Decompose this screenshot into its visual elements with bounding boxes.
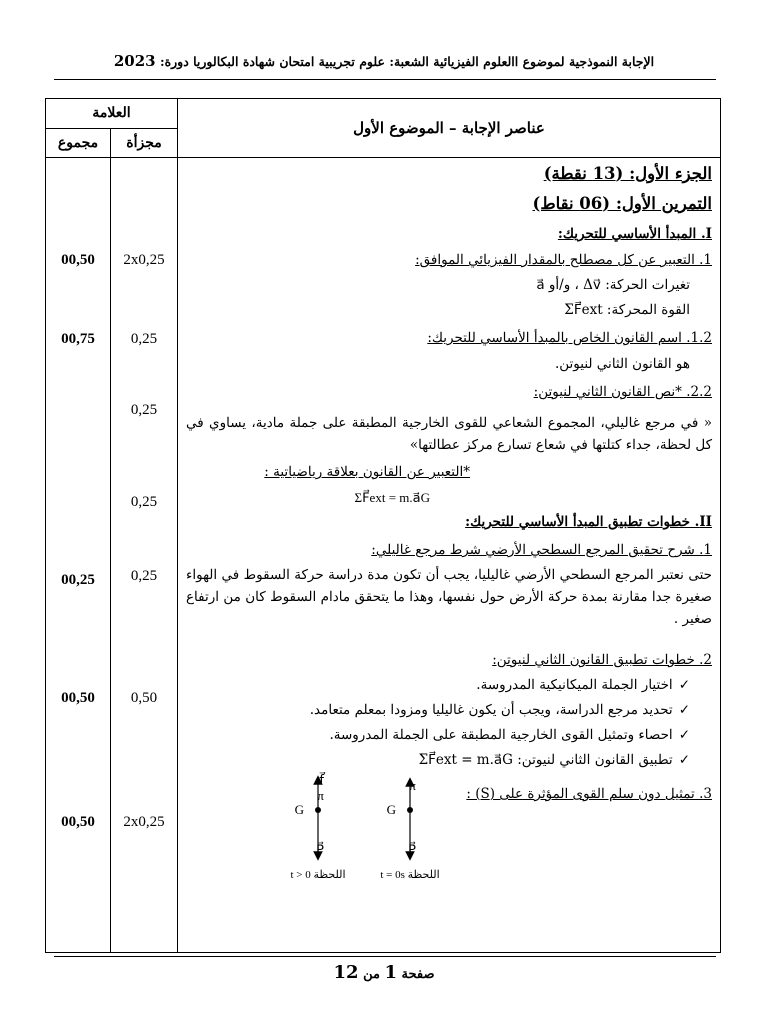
newton-formula: ΣF⃗ext = m.a⃗G	[354, 490, 430, 505]
driving-force-line: القوة المحركة: ΣF⃗ext	[564, 302, 690, 318]
partial-score: 0,25	[130, 331, 158, 347]
partial-score: 0,25	[130, 568, 158, 584]
of-label: من	[363, 967, 380, 982]
check-icon: ✓	[678, 677, 690, 693]
partial-score: 2x0,25	[123, 252, 165, 268]
header-year: 2023	[113, 52, 156, 70]
center-of-mass	[315, 807, 321, 813]
question-3-title: 3. تمثيل دون سلم القوى المؤثرة على (S) :	[466, 786, 712, 802]
question-2-2-title: 2.2. *نص القانون الثاني لنيوتن:	[533, 384, 712, 400]
page-label: صفحة	[401, 967, 435, 982]
total-pages: 12	[333, 962, 359, 983]
total-header: مجموع	[46, 128, 111, 158]
exercise-title: التمرين الأول: (06 نقاط)	[532, 194, 712, 213]
force-diagrams	[278, 772, 478, 890]
partial-score: 0,25	[130, 402, 158, 418]
check-icon: ✓	[678, 752, 690, 768]
total-score: 00,50	[61, 690, 95, 706]
page-number: 1	[384, 962, 397, 983]
step-item: ✓تحديد مرجع الدراسة، ويجب أن يكون غاليليا ومزودا بمعلم متعامد.	[309, 702, 690, 718]
question-2-1-title: 1. شرح تحقيق المرجع السطحي الأرضي شرط مرجع غاليلي:	[371, 542, 712, 558]
part-title: الجزء الأول: (13 نقطة)	[543, 164, 712, 183]
friction-label: f⃗	[319, 772, 324, 787]
total-score: 00,25	[61, 572, 95, 588]
partial-scores-cell	[111, 158, 178, 953]
partial-score: 0,50	[130, 690, 158, 706]
total-score: 00,75	[61, 331, 95, 347]
footer-rule	[54, 956, 716, 957]
center-of-mass	[407, 807, 413, 813]
answer-table	[45, 98, 721, 953]
weight-label: P⃗	[316, 842, 324, 857]
check-icon: ✓	[678, 702, 690, 718]
question-2-title: 2. خطوات تطبيق القانون الثاني لنيوتن:	[492, 652, 712, 668]
grade-header: العلامة	[46, 99, 178, 129]
math-expression-title: *التعبير عن القانون بعلاقة رياضياتية :	[264, 464, 470, 480]
galilean-frame-explanation: حتى نعتبر المرجع السطحي الأرضي غاليليا، يجب أن تكون مدة دراسة حركة السقوط في الهواء صغيرة جدا مقارنة بمدة حركة الأرض حول نفسها، وهذا ما يتحقق مادام السقوط كان من ارتفاع صغير .	[186, 567, 712, 627]
question-1-2-answer: هو القانون الثاني لنيوتن.	[554, 356, 690, 372]
point-label: G	[386, 802, 396, 817]
header-title: الإجابة النموذجية لموضوع االعلوم الفيزيائية الشعبة: علوم تجريبية امتحان شهادة البكالوريا دورة:	[159, 54, 655, 69]
diagram-t-0	[380, 778, 439, 881]
step-item: ✓احصاء وتمثيل القوى الخارجية المطبقة على الجملة المدروسة.	[329, 727, 690, 743]
question-1-title: 1. التعبير عن كل مصطلح بالمقدار الفيزيائي الموافق:	[415, 252, 712, 268]
motion-change-line: تغيرات الحركة: Δv⃗ ، و/أو a⃗	[536, 277, 690, 293]
partial-score: 0,25	[130, 494, 158, 510]
weight-label: P⃗	[408, 842, 416, 857]
step-item: ✓اختيار الجملة الميكانيكية المدروسة.	[476, 677, 690, 693]
step-item: ✓تطبيق القانون الثاني لنيوتن: ΣF⃗ext = m.a⃗G	[418, 752, 690, 768]
elements-header: عناصر الإجابة – الموضوع الأول	[178, 99, 721, 158]
partial-header: مجزأة	[111, 128, 178, 158]
diagram-t-greater-0	[290, 772, 345, 881]
section-2-title: II. خطوات تطبيق المبدأ الأساسي للتحريك:	[465, 514, 712, 530]
check-icon: ✓	[678, 727, 690, 743]
section-1-title: I. المبدأ الأساسي للتحريك:	[557, 226, 712, 242]
partial-score: 2x0,25	[123, 814, 165, 830]
page-footer	[0, 962, 768, 983]
header-rule	[54, 79, 716, 80]
newton-law-statement: « في مرجع غاليلي، المجموع الشعاعي للقوى الخارجية المطبقة على جملة مادية، يساوي في كل لحظة، جداء كتلتها في شعاع تسارع مركز عطالتها»	[186, 415, 712, 453]
total-score: 00,50	[61, 252, 95, 268]
question-1-2-title: 1.2. اسم القانون الخاص بالمبدأ الأساسي للتحريك:	[427, 330, 712, 346]
moment-label: اللحظة t > 0	[290, 869, 346, 881]
buoyancy-label: π	[317, 788, 324, 803]
point-label: G	[294, 802, 304, 817]
buoyancy-label: π	[409, 778, 416, 793]
page-header	[0, 52, 768, 70]
total-score: 00,50	[61, 814, 95, 830]
moment-label: اللحظة t = 0s	[380, 869, 440, 881]
total-scores-cell	[46, 158, 111, 953]
answer-content-cell	[178, 158, 721, 953]
